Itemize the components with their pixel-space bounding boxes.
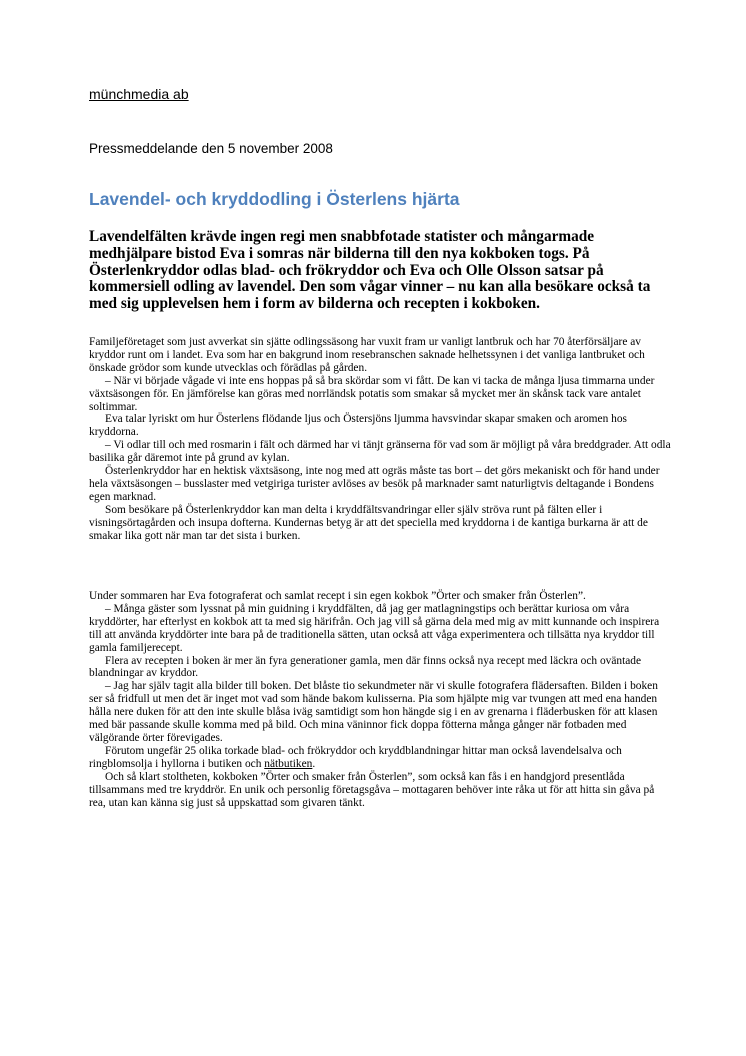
- shop-text-after: .: [312, 757, 316, 770]
- body-section-1: [89, 336, 671, 543]
- body-paragraph: – När vi började vågade vi inte ens hoppas på så bra skördar som vi fått. De kan vi tacka de många ljusa timmarna under växtsäsongen för. En jämförelse kan göras med norrländsk potatis som smakar så mycket mer än skånsk tack vare antalet soltimmar.: [89, 374, 655, 413]
- body-paragraph: Flera av recepten i boken är mer än fyra generationer gamla, men där finns också nya recept med läckra och oväntade blandningar av kryddor.: [89, 654, 642, 680]
- date-line: Pressmeddelande den 5 november 2008: [89, 141, 333, 156]
- body-paragraph: – Vi odlar till och med rosmarin i fält och därmed har vi tänjt gränserna för vad som är möjligt på våra breddgrader. Att odla basilika går däremot inte på grund av kylan.: [89, 439, 671, 465]
- body-paragraph: Eva talar lyriskt om hur Österlens flödande ljus och Östersjöns ljumma havsvindar skapar smaken och aromen hos kryddorna.: [89, 413, 627, 439]
- body-paragraph: Österlenkryddor har en hektisk växtsäsong, inte nog med att ogräs måste tas bort – det görs mekaniskt och för hand under hela växtsäsongen – busslaster med vetgiriga turister avlöses av besök på marknader samt naturligtvis deltagande i Bondens egen marknad.: [89, 465, 660, 503]
- body-paragraph: Familjeföretaget som just avverkat sin sjätte odlingssäsong har vuxit fram ur vanligt lantbruk och har 70 återförsäljare av kryddor runt om i landet. Eva som har en bakgrund inom resebranschen saknade helhetssynen i det vanliga lantbruket och önskade grödor som kunde utvecklas och förädlas på gården.: [89, 336, 645, 374]
- shop-text-before: Förutom ungefär 25 olika torkade blad- och frökryddor och kryddblandningar hittar man också lavendelsalva och ringblomsolja i hyllorna i butiken och: [89, 744, 622, 770]
- shop-paragraph: [89, 745, 671, 771]
- body-paragraph: – Många gäster som lyssnat på min guidning i kryddfälten, då jag ger matlagningstips och berättar kuriosa om våra kryddörter, har efterlyst en kokbok att ta med sig härifrån. Och jag vill så gärna dela med mig av mitt kunnande och inspirera till att använda kryddörter inte bara på de traditionella sätten, utan också att våga experimentera och tillsätta nya kryddor till gamla familjerecept.: [89, 602, 660, 654]
- body-section-2: [89, 590, 671, 809]
- body-paragraph: Under sommaren har Eva fotograferat och samlat recept i sin egen kokbok ”Örter och smaker från Österlen”.: [89, 590, 586, 602]
- company-name: münchmedia ab: [89, 86, 189, 102]
- body-paragraph: – Jag har själv tagit alla bilder till boken. Det blåste tio sekundmeter när vi skulle fotografera flädersaften. Bilden i boken ser så fridfull ut men det är inget mot vad som hände bakom kulisserna. Pia som hjälpte mig var tvungen att med ena handen hålla nere duken för att den inte skulle blåsa iväg samtidigt som hon hängde sig i en av grenarna i fläderbusken för att klasen med bär passande skulle komma med på bild. Och mina väninnor fick doppa fötterna många gånger när fotbaden med välgörande örter förevigades.: [89, 680, 658, 744]
- webshop-link[interactable]: nätbutiken: [264, 757, 313, 770]
- body-paragraph: Som besökare på Österlenkryddor kan man delta i kryddfältsvandringar eller själv ströva runt på fälten eller i visningsörtagården och insupa dofterna. Kundernas betyg är att det speciella med kryddorna i de kantiga burkarna är att de smakar lika gott när man tar det sista i burken.: [89, 503, 648, 542]
- body-paragraph: Och så klart stoltheten, kokboken ”Örter och smaker från Österlen”, som också kan fås i en handgjord presentlåda tillsammans med tre kryddrör. En unik och personlig företagsgåva – mottagaren behöver inte råka ut för att hitta sin gåva på rea, utan kan känna sig just så uppskattad som givaren tänkt.: [89, 770, 655, 809]
- lead-paragraph: Lavendelfälten krävde ingen regi men snabbfotade statister och mångarmade medhjälpare bistod Eva i somras när bilderna till den nya kokboken togs. På Österlenkryddor odlas blad- och frökryddor och Eva och Olle Olsson satsar på kommersiell odling av lavendel. Den som vågar vinner – nu kan alla besökare också ta med sig upplevelsen hem i form av bilderna och recepten i kokboken.: [89, 228, 651, 313]
- page-title: Lavendel- och kryddodling i Österlens hjärta: [89, 189, 460, 209]
